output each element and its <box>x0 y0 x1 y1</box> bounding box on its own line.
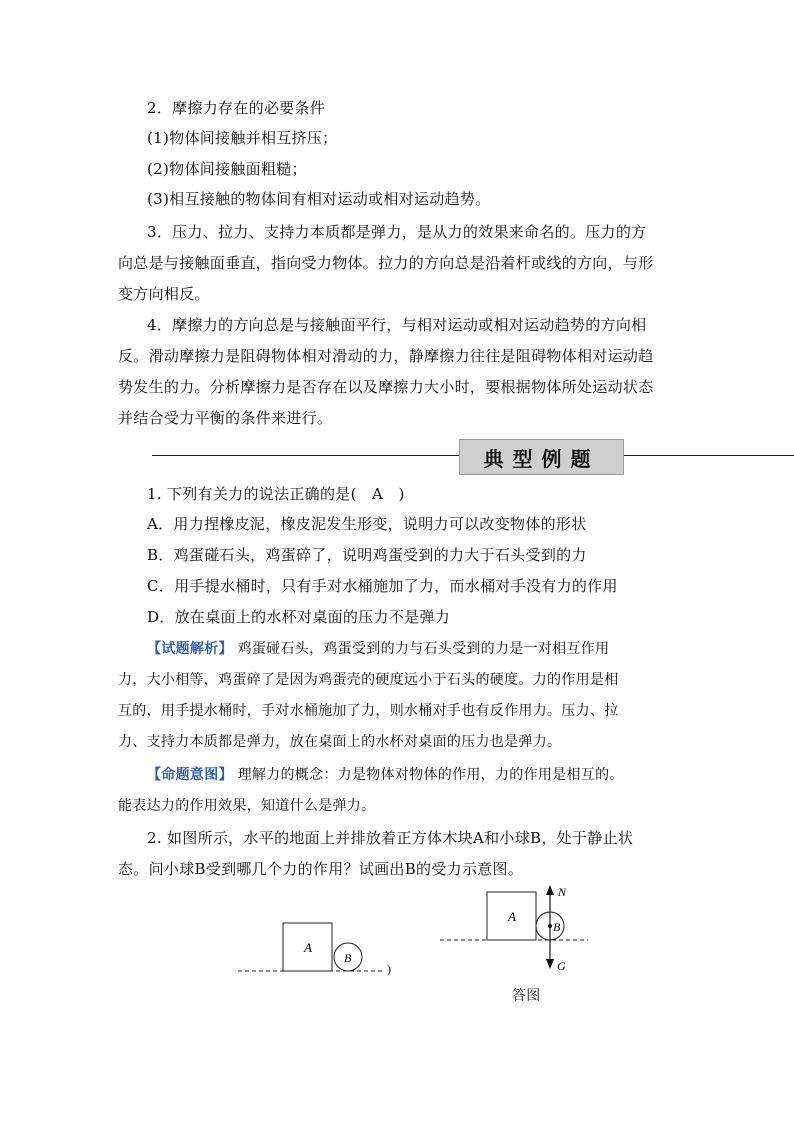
intro-line-4: (3)相互接触的物体间有相对运动或相对运动趋势。 <box>147 190 491 208</box>
analysis-tag: 【试题解析】 <box>147 641 233 657</box>
intro-line-10: 势发生的力。分析摩擦力是否存在以及摩擦力大小时，要根据物体所处运动状态 <box>118 378 654 396</box>
analysis-text: 鸡蛋碰石头，鸡蛋受到的力与石头受到的力是一对相互作用 <box>237 641 610 657</box>
gravity-label: G <box>557 959 566 973</box>
q1-analysis-line-2: 力，大小相等，鸡蛋碎了是因为鸡蛋壳的硬度远小于石头的硬度。力的作用是相 <box>118 672 619 688</box>
answer-figure-caption: 答图 <box>512 988 541 1004</box>
section-title: 典型例题 <box>459 439 624 475</box>
q1-analysis-line-4: 力、支持力本质都是弹力，放在桌面上的水杯对桌面的压力也是弹力。 <box>118 734 562 750</box>
q1-intent-line-1 <box>147 765 678 785</box>
normal-force-arrowhead <box>546 885 554 895</box>
intent-tag: 【命题意图】 <box>147 767 233 783</box>
q1-option-d: D．放在桌面上的水杯对桌面的压力不是弹力 <box>147 608 451 626</box>
block-a-label: A <box>304 940 312 955</box>
q1-stem: 1. 下列有关力的说法正确的是( A ) <box>147 485 405 503</box>
intro-line-8: 4．摩擦力的方向总是与接触面平行，与相对运动或相对运动趋势的方向相 <box>147 316 647 334</box>
gravity-arrowhead <box>546 959 554 969</box>
q1-option-b: B．鸡蛋碰石头，鸡蛋碎了，说明鸡蛋受到的力大于石头受到的力 <box>147 546 587 564</box>
q1-analysis-line-1 <box>147 639 678 659</box>
section-rule-left <box>152 455 459 456</box>
intro-line-1: 2．摩擦力存在的必要条件 <box>147 99 326 117</box>
q2-line-1: 2. 如图所示，水平的地面上并排放着正方体木块A和小球B，处于静止状 <box>147 829 634 847</box>
intro-line-3: (2)物体间接触面粗糙； <box>147 160 307 178</box>
intro-line-9: 反。滑动摩擦力是阻碍物体相对滑动的力，静摩擦力往往是阻碍物体相对运动趋 <box>118 347 654 365</box>
intro-line-6: 向总是与接触面垂直，指向受力物体。拉力的方向总是沿着杆或线的方向，与形 <box>118 254 654 272</box>
end-mark: ) <box>387 962 391 976</box>
answer-ball-b-label: B <box>553 920 561 934</box>
ball-b-label: B <box>344 951 352 965</box>
normal-force-label: N <box>558 885 567 899</box>
intro-line-5: 3．压力、拉力、支持力本质都是弹力，是从力的效果来命名的。压力的方 <box>147 223 647 241</box>
q2-line-2: 态。问小球B受到哪几个力的作用？试画出B的受力示意图。 <box>118 860 524 878</box>
q1-analysis-line-3: 互的，用手提水桶时，手对水桶施加了力，则水桶对手也有反作用力。压力、拉 <box>118 703 619 719</box>
question-figure <box>230 915 400 985</box>
q1-option-c: C．用手提水桶时，只有手对水桶施加了力，而水桶对手没有力的作用 <box>147 577 618 595</box>
intro-line-11: 并结合受力平衡的条件来进行。 <box>118 409 333 427</box>
intro-line-7: 变方向相反。 <box>118 285 210 303</box>
intent-text: 理解力的概念：力是物体对物体的作用，力的作用是相互的。 <box>237 767 624 783</box>
q1-option-a: A．用力捏橡皮泥，橡皮泥发生形变，说明力可以改变物体的形状 <box>147 515 587 533</box>
intro-line-2: (1)物体间接触并相互挤压； <box>147 129 338 147</box>
section-rule-right <box>623 455 794 456</box>
answer-block-a-label: A <box>508 909 516 924</box>
q1-intent-line-2: 能表达力的作用效果，知道什么是弹力。 <box>118 798 376 814</box>
